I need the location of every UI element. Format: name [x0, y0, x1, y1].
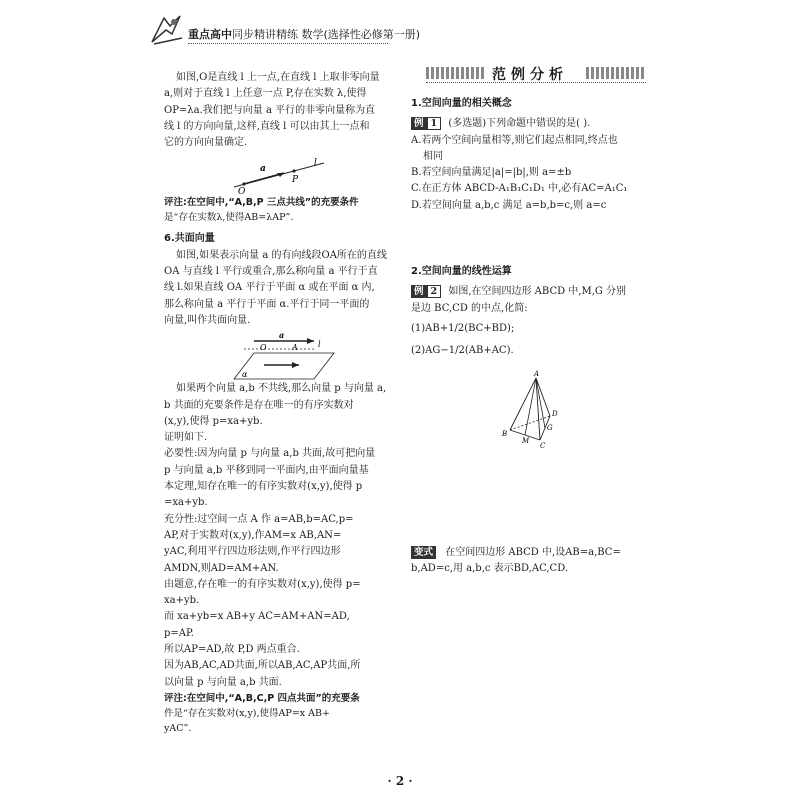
section-2-block	[411, 264, 653, 359]
label-a-point: A	[292, 343, 298, 353]
variant-tag: 变式	[411, 546, 436, 559]
section-2-title: 2.空间向量的线性运算	[411, 266, 512, 277]
note-collinear: 评注:在空间中,“A,B,P 三点共线”的充要条件 是“存在实数λ,使得AB=λAP”.	[164, 197, 359, 224]
book-logo-icon	[150, 12, 186, 48]
variant-block	[411, 545, 653, 578]
vertex-c: C	[540, 442, 546, 450]
label-a: a	[260, 164, 266, 175]
example-2-number: 2	[427, 285, 442, 298]
example-1-tag: 例	[411, 117, 427, 130]
option-b: B.若空间向量满足|a|=|b|,则 a=±b	[411, 167, 572, 179]
section-coplanar-title: 6.共面向量	[164, 233, 215, 245]
page-header	[150, 12, 421, 48]
variant-stem: 变式 在空间四边形 ABCD 中,设AB=a,BC=	[411, 545, 653, 561]
option-c: C.在正方体 ABCD-A₁B₁C₁D₁ 中,必有AC=A₁C₁	[411, 183, 628, 195]
label-a2: a	[279, 330, 285, 341]
note-coplanar: 评注:在空间中,“A,B,C,P 四点共面”的充要条 件是“存在实数对(x,y),使得AP=x AB+ yAC”.	[164, 692, 360, 734]
paragraph-coplanar-def: 如图,如果表示向量 a 的有向线段OA所在的直线 OA 与直线 l 平行或重合,那么称向量 a 平行于直 线 l.如果直线 OA 平行于平面 α 或在平面 α 内, 那么称向量 a 平行于平面 α.平行于同一平面的 向量,叫作共面向量.	[164, 249, 387, 326]
page-number: · 2 ·	[387, 774, 413, 788]
point-m: M	[522, 437, 530, 445]
paragraph-coplanar-theorem: 如果两个向量 a,b 不共线,那么向量 p 与向量 a, b 共面的充要条件是存在唯一的有序实数对 (x,y),使得 p=xa+yb. 证明如下. 必要性:因为向量 p 与向量 a,b 共面,故可把向量 p 与向量 a,b 平移到同一平面内,由平面向量基 本定理,知存在唯一的有序实数对(x,y),使得 p =xa+yb. 充分性:过空间一点 A 作 a=AB,b=AC,p= AP,对于实数对(x,y),作AM=x AB,AN= yAC,利用平行四边形法则,作平行四边形 AMDN,则AD=AM+AN. 由题意,存在唯一的有序实数对(x,y),使得 p= xa+yb. 而 xa+yb=x AB+y AC=AM+AN=AD, p=AP. 所以AP=AD,故 P,D 两点重合. 因为AB,AC,AD共面,所以AB,AC,AP共面,所 以向量 p 与向量 a,b 共面.	[164, 383, 387, 688]
vertex-b: B	[502, 430, 508, 438]
section-1-block	[411, 96, 653, 214]
option-d: D.若空间向量 a,b,c 满足 a=b,b=c,则 a=c	[411, 199, 607, 211]
example-2-question-2: (2)AG−1/2(AB+AC).	[411, 345, 514, 357]
example-1-stem: 例 1 (多选题)下列命题中错误的是( ).	[411, 116, 653, 132]
header-rule	[188, 43, 388, 44]
option-a: A.若两个空间向量相等,则它们起点相同,终点也	[411, 134, 618, 146]
label-o: O	[238, 187, 246, 196]
example-1-number: 1	[427, 117, 442, 130]
example-2-tag: 例	[411, 285, 427, 298]
left-column	[164, 70, 400, 736]
label-p: P	[292, 175, 299, 186]
label-l2: l	[318, 340, 321, 350]
section-1-title: 1.空间向量的相关概念	[411, 98, 512, 109]
header-title: 重点高中同步精讲精练 数学(选择性必修第一册)	[188, 28, 421, 41]
example-2-question-1: (1)AB+1/2(BC+BD);	[411, 322, 515, 334]
label-o2: O	[260, 343, 267, 353]
label-l: l	[314, 158, 317, 169]
label-alpha: α	[242, 370, 248, 380]
variant-stem-cont: b,AD=c,用 a,b,c 表示BD,AC,CD.	[411, 563, 569, 575]
point-g: G	[547, 424, 553, 432]
line-direction-figure	[164, 151, 400, 195]
example-2-stem: 例 2 如图,在空间四边形 ABCD 中,M,G 分别	[411, 284, 653, 300]
example-2-stem-cont: 是边 BC,CD 的中点,化简:	[411, 302, 528, 314]
example-analysis-banner: 范例分析	[426, 63, 646, 83]
option-a-cont: 相同	[423, 150, 443, 162]
vertex-a: A	[534, 370, 540, 378]
paragraph-direction-vector: 如图,O是直线 l 上一点,在直线 l 上取非零向量 a,则对于直线 l 上任意一点 P,存在实数 λ,使得 OP=λa.我们把与向量 a 平行的非零向量称为直 线 l 的方向向量,这样,直线 l 可以由其上一点和 它的方向向量确定.	[164, 72, 380, 149]
tetrahedron-figure	[500, 370, 570, 450]
vertex-d: D	[552, 410, 558, 418]
plane-figure	[164, 329, 400, 381]
